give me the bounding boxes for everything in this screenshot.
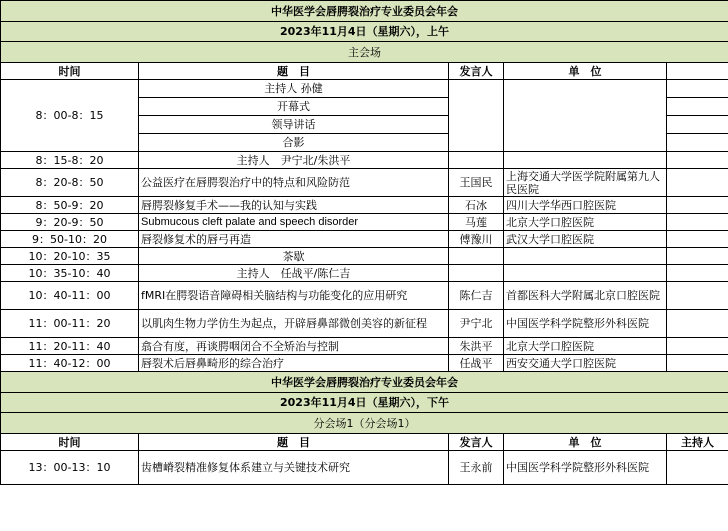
empty-cell — [667, 98, 728, 116]
empty-cell — [667, 310, 728, 338]
table-row — [1, 451, 728, 485]
row-speaker — [449, 248, 504, 265]
row-time: 11：00-11：20 — [1, 310, 139, 338]
row-speaker: 石冰 — [449, 197, 504, 214]
header-unit: 单 位 — [504, 63, 667, 80]
row-topic: 唇裂术后唇鼻畸形的综合治疗 — [139, 355, 449, 372]
row-time: 9：20-9：50 — [1, 214, 139, 231]
table-row — [1, 282, 728, 310]
row-topic: 齿槽嵴裂精准修复体系建立与关键技术研究 — [139, 451, 449, 485]
row-speaker: 王永前 — [449, 451, 504, 485]
table-row — [1, 355, 728, 372]
header-topic: 题 目 — [139, 63, 449, 80]
header-row — [1, 63, 728, 80]
row-unit: 中国医学科学院整形外科医院 — [504, 451, 667, 485]
table-row — [1, 231, 728, 248]
table-row — [1, 197, 728, 214]
morning-venue: 主会场 — [1, 42, 728, 63]
empty-cell — [667, 231, 728, 248]
row-time: 13：00-13：10 — [1, 451, 139, 485]
empty-cell — [667, 116, 728, 134]
morning-title: 中华医学会唇腭裂治疗专业委员会年会 — [1, 1, 728, 22]
afternoon-title: 中华医学会唇腭裂治疗专业委员会年会 — [1, 372, 728, 393]
header-blank — [667, 63, 728, 80]
row-topic: 以肌肉生物力学仿生为起点，开辟唇鼻部微创美容的新征程 — [139, 310, 449, 338]
row-topic: 翕合有度，再谈腭咽闭合不全矫治与控制 — [139, 338, 449, 355]
morning-date: 2023年11月4日（星期六），上午 — [1, 22, 728, 42]
row-host — [667, 451, 728, 485]
table-row — [1, 248, 728, 265]
block1-speaker-empty — [449, 80, 504, 152]
row-topic: 主持人 任战平/陈仁吉 — [139, 265, 449, 282]
empty-cell — [667, 355, 728, 372]
row-time: 8：20-8：50 — [1, 169, 139, 197]
row-topic: fMRI在腭裂语音障碍相关脑结构与功能变化的应用研究 — [139, 282, 449, 310]
row-unit: 四川大学华西口腔医院 — [504, 197, 667, 214]
row-time: 10：35-10：40 — [1, 265, 139, 282]
table-row — [1, 169, 728, 197]
row-topic: 公益医疗在唇腭裂治疗中的特点和风险防范 — [139, 169, 449, 197]
row-time: 10：20-10：35 — [1, 248, 139, 265]
row-unit: 北京大学口腔医院 — [504, 214, 667, 231]
row-topic: 唇裂修复术的唇弓再造 — [139, 231, 449, 248]
row-topic: 茶歇 — [139, 248, 449, 265]
row-time: 11：40-12：00 — [1, 355, 139, 372]
header-time: 时间 — [1, 63, 139, 80]
empty-cell — [667, 169, 728, 197]
block1-unit-empty — [504, 80, 667, 152]
empty-cell — [667, 80, 728, 98]
table-row — [1, 265, 728, 282]
row-topic: Submucous cleft palate and speech disorder — [139, 214, 449, 231]
header-speaker: 发言人 — [449, 63, 504, 80]
table-row — [1, 338, 728, 355]
empty-cell — [667, 214, 728, 231]
empty-cell — [667, 248, 728, 265]
row-unit: 首都医科大学附属北京口腔医院 — [504, 282, 667, 310]
block1-item-host: 主持人 孙健 — [139, 80, 449, 98]
row-speaker: 朱洪平 — [449, 338, 504, 355]
row-speaker: 陈仁吉 — [449, 282, 504, 310]
row-topic: 唇腭裂修复手术——我的认知与实践 — [139, 197, 449, 214]
block1-time: 8：00-8：15 — [1, 80, 139, 152]
row-unit — [504, 265, 667, 282]
row-unit — [504, 152, 667, 169]
row-time: 11：20-11：40 — [1, 338, 139, 355]
empty-cell — [667, 282, 728, 310]
afternoon-header-row — [1, 434, 728, 451]
block1-item-speech: 领导讲话 — [139, 116, 449, 134]
empty-cell — [667, 134, 728, 152]
empty-cell — [667, 265, 728, 282]
block1-item-opening: 开幕式 — [139, 98, 449, 116]
afternoon-date: 2023年11月4日（星期六），下午 — [1, 393, 728, 413]
row-speaker — [449, 152, 504, 169]
empty-cell — [667, 197, 728, 214]
row-time: 8：50-9：20 — [1, 197, 139, 214]
row-time: 9：50-10：20 — [1, 231, 139, 248]
row-topic: 主持人 尹宁北/朱洪平 — [139, 152, 449, 169]
row-unit: 上海交通大学医学院附属第九人民医院 — [504, 169, 667, 197]
empty-cell — [667, 338, 728, 355]
row-unit: 北京大学口腔医院 — [504, 338, 667, 355]
afternoon-venue: 分会场1（分会场1） — [1, 413, 728, 434]
table-row — [1, 310, 728, 338]
row-speaker: 马莲 — [449, 214, 504, 231]
row-speaker: 傅豫川 — [449, 231, 504, 248]
row-time: 10：40-11：00 — [1, 282, 139, 310]
header-unit: 单 位 — [504, 434, 667, 451]
block1-item-photo: 合影 — [139, 134, 449, 152]
header-host: 主持人 — [667, 434, 728, 451]
row-unit: 武汉大学口腔医院 — [504, 231, 667, 248]
row-unit: 中国医学科学院整形外科医院 — [504, 310, 667, 338]
row-speaker: 尹宁北 — [449, 310, 504, 338]
row-unit — [504, 248, 667, 265]
header-topic: 题 目 — [139, 434, 449, 451]
row-unit: 西安交通大学口腔医院 — [504, 355, 667, 372]
table-row — [1, 214, 728, 231]
row-time: 8：15-8：20 — [1, 152, 139, 169]
header-speaker: 发言人 — [449, 434, 504, 451]
header-time: 时间 — [1, 434, 139, 451]
empty-cell — [667, 152, 728, 169]
row-speaker: 任战平 — [449, 355, 504, 372]
table-row — [1, 152, 728, 169]
row-speaker — [449, 265, 504, 282]
row-speaker: 王国民 — [449, 169, 504, 197]
